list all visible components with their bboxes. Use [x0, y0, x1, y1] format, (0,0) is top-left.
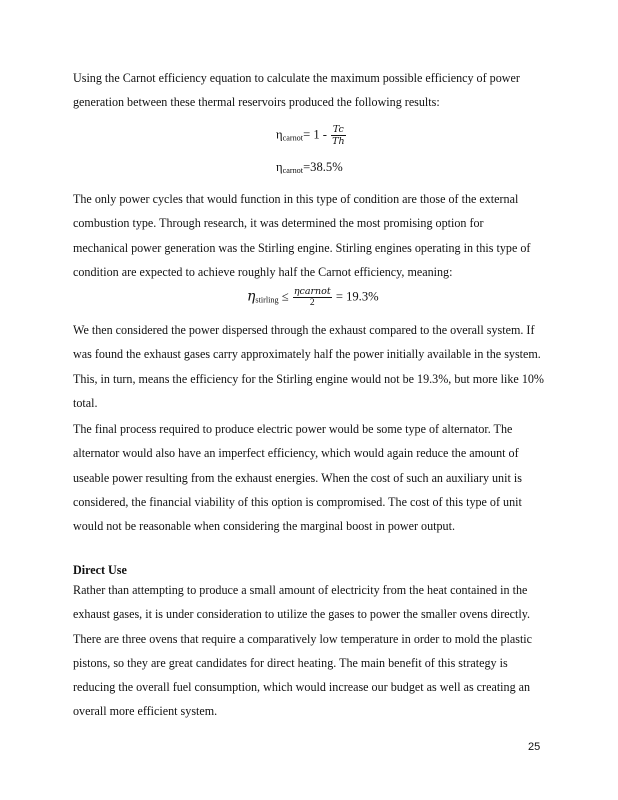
text-line: condition are expected to achieve roughly half the Carnot efficiency, meaning:	[73, 264, 453, 279]
equation-result: =38.5%	[303, 160, 343, 174]
fraction-denominator: 2	[309, 298, 315, 308]
relation-symbol: ≤	[278, 289, 292, 304]
paragraph-direct-use	[73, 578, 551, 724]
page-number: 25	[528, 741, 541, 753]
paragraph-alternator	[73, 417, 551, 538]
paragraph-carnot-intro	[73, 66, 551, 115]
text-line: Using the Carnot efficiency equation to calculate the maximum possible efficiency of power	[73, 71, 520, 85]
section-heading-direct-use: Direct Use	[73, 563, 127, 577]
text-line: There are three ovens that require a comparatively low temperature in order to mold the plastic	[73, 631, 533, 646]
eta-symbol: η	[276, 160, 283, 174]
text-line: total.	[73, 395, 98, 410]
paragraph-stirling-option	[73, 187, 551, 284]
equation-rhs-prefix: = 1 -	[303, 127, 331, 142]
text-line: The only power cycles that would function in this type of condition are those of the external	[73, 192, 519, 206]
text-line: exhaust gases, it is under consideration to utilize the gases to power the smaller ovens directly.	[73, 607, 530, 622]
eta-symbol: η	[276, 127, 283, 142]
paragraph-exhaust-power	[73, 318, 551, 415]
text-line: This, in turn, means the efficiency for the Stirling engine would not be 19.3%, but more like 10%	[73, 371, 544, 386]
text-line: would not be reasonable when considering the marginal boost in power output.	[73, 519, 455, 534]
eta-subscript: carnot	[282, 166, 304, 175]
text-line: The final process required to produce electric power would be some type of alternator. The	[73, 422, 513, 436]
text-line: reducing the overall fuel consumption, which would increase our budget as well as creating an	[73, 680, 531, 695]
text-line: was found the exhaust gases carry approximately half the power initially available in the system.	[73, 347, 541, 362]
text-line: Rather than attempting to produce a small amount of electricity from the heat contained in the	[73, 583, 528, 597]
fraction	[331, 124, 345, 147]
text-line: pistons, so they are great candidates for direct heating. The main benefit of this strategy is	[73, 655, 508, 670]
equation-carnot-formula	[276, 124, 347, 147]
equation-carnot-result	[276, 160, 343, 175]
equation-result: = 19.3%	[332, 289, 379, 304]
eta-subscript: carnot	[282, 133, 304, 143]
text-line: generation between these thermal reservoirs produced the following results:	[73, 95, 440, 110]
fraction	[293, 286, 332, 309]
fraction-denominator: Th	[332, 136, 345, 147]
text-line: alternator would also have an imperfect efficiency, which would again reduce the amount of	[73, 446, 519, 461]
eta-symbol: η	[247, 288, 256, 305]
fraction-numerator: ηcarnot	[293, 286, 331, 297]
text-line: considered, the financial viability of this option is compromised. The cost of this type of unit	[73, 494, 522, 509]
text-line: useable power resulting from the exhaust energies. When the cost of such an auxiliary unit is	[73, 470, 522, 485]
text-line: mechanical power generation was the Stirling engine. Stirling engines operating in this type of	[73, 240, 531, 255]
text-line: combustion type. Through research, it was determined the most promising option for	[73, 216, 484, 231]
text-line: overall more efficient system.	[73, 704, 218, 719]
fraction-numerator: Tc	[332, 124, 344, 135]
equation-stirling-efficiency	[247, 286, 379, 309]
eta-subscript: stirling	[255, 295, 279, 305]
text-line: We then considered the power dispersed through the exhaust compared to the overall system. If	[73, 323, 535, 337]
